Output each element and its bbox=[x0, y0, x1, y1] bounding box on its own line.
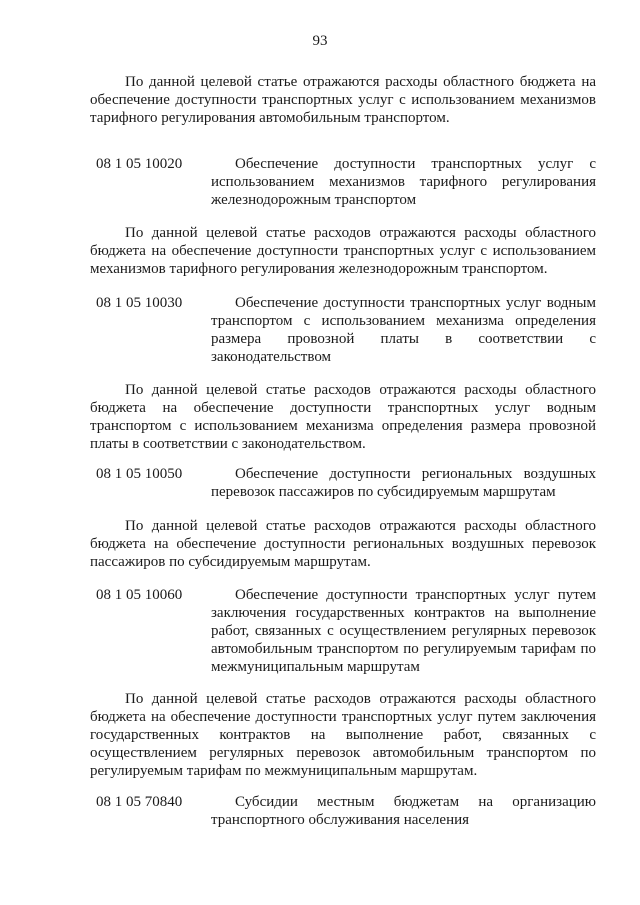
article-code: 08 1 05 10050 bbox=[96, 466, 183, 482]
description-paragraph: По данной целевой статье отражаются расходы областного бюджета на обеспечение доступности транспортных услуг с использованием механизмов тарифного регулирования автомобильным транспортом. bbox=[90, 74, 596, 126]
description-paragraph: По данной целевой статье расходов отражаются расходы областного бюджета на обеспечение доступности транспортных услуг водным транспортом с использованием механизма определения размера провозной платы в соответствии с законодательством. bbox=[90, 382, 596, 452]
article-title: Обеспечение доступности транспортных услуг путем заключения государственных контрактов на выполнение работ, связанных с осуществлением регулярных перевозок автомобильным транспортом по регулируемым тарифам по межмуниципальным маршрутам bbox=[211, 587, 596, 675]
article-title: Субсидии местным бюджетам на организацию транспортного обслуживания населения bbox=[211, 794, 596, 828]
article-code: 08 1 05 10030 bbox=[96, 295, 183, 311]
article-code: 08 1 05 10060 bbox=[96, 587, 183, 603]
article-code: 08 1 05 10020 bbox=[96, 156, 183, 172]
article-code: 08 1 05 70840 bbox=[96, 794, 183, 810]
description-paragraph: По данной целевой статье расходов отражаются расходы областного бюджета на обеспечение доступности транспортных услуг с использованием механизмов тарифного регулирования железнодорожным транспортом. bbox=[90, 225, 596, 277]
page-number: 93 bbox=[312, 33, 328, 49]
article-title: Обеспечение доступности региональных воздушных перевозок пассажиров по субсидируемым маршрутам bbox=[211, 466, 596, 500]
article-title: Обеспечение доступности транспортных услуг водным транспортом с использованием механизма определения размера провозной платы в соответствии с законодательством bbox=[211, 295, 596, 365]
description-paragraph: По данной целевой статье расходов отражаются расходы областного бюджета на обеспечение доступности региональных воздушных перевозок пассажиров по субсидируемым маршрутам. bbox=[90, 518, 596, 570]
description-paragraph: По данной целевой статье расходов отражаются расходы областного бюджета на обеспечение доступности транспортных услуг путем заключения государственных контрактов на выполнение работ, связанных с осуществлением регулярных перевозок автомобильным транспортом по регулируемым тарифам по межмуниципальным маршрутам. bbox=[90, 691, 596, 779]
article-title: Обеспечение доступности транспортных услуг с использованием механизмов тарифного регулирования железнодорожным транспортом bbox=[211, 156, 596, 208]
